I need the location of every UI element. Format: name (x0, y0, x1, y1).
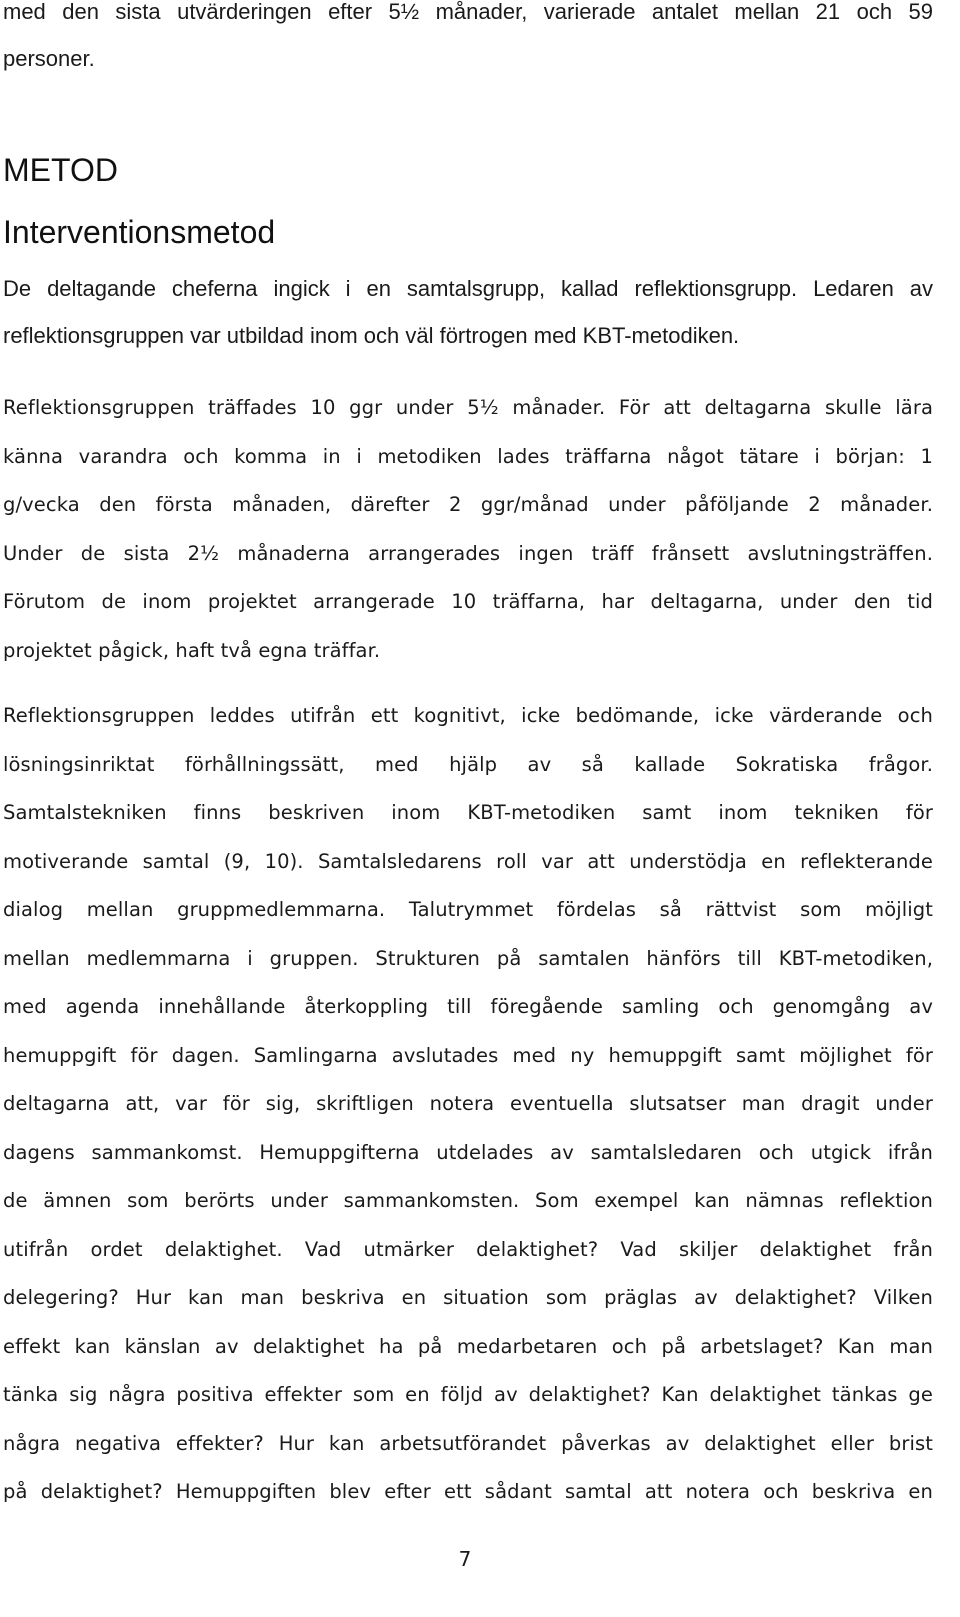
text-line: motiverande samtal (9, 10). Samtalsledarens roll var att understödja en reflekterande (3, 849, 933, 873)
text-line: tänka sig några positiva effekter som en följd av delaktighet? Kan delaktighet tänkas ge (3, 1383, 933, 1406)
page-number: 7 (458, 1547, 472, 1571)
text-line: några negativa effekter? Hur kan arbetsutförandet påverkas av delaktighet eller brist (3, 1431, 933, 1455)
text-line: effekt kan känslan av delaktighet ha på medarbetaren och på arbetslaget? Kan man (3, 1334, 933, 1358)
text-line: Samtalstekniken finns beskriven inom KBT-metodiken samt inom tekniken för (3, 801, 933, 824)
text-line: med agenda innehållande återkoppling till föregående samling och genomgång av (3, 995, 933, 1018)
section-heading: METOD (3, 152, 118, 188)
text-line: personer. (3, 46, 95, 71)
text-line: mellan medlemmarna i gruppen. Strukturen på samtalen hänförs till KBT-metodiken, (3, 946, 933, 970)
text-line: hemuppgift för dagen. Samlingarna avslutades med ny hemuppgift samt möjlighet för (3, 1043, 933, 1067)
paragraph-1 (3, 265, 933, 359)
text-line: dialog mellan gruppmedlemmarna. Talutrymmet fördelas så rättvist som möjligt (3, 898, 933, 921)
text-line: Förutom de inom projektet arrangerade 10 träffarna, har deltagarna, under den tid (3, 590, 933, 613)
paragraph-2 (3, 384, 933, 675)
text-line: med den sista utvärderingen efter 5½ månader, varierade antalet mellan 21 och 59 (3, 0, 933, 24)
intro-paragraph (3, 0, 933, 82)
subsection-heading: Interventionsmetod (3, 214, 276, 250)
text-line: deltagarna att, var för sig, skriftligen notera eventuella slutsatser man dragit under (3, 1092, 933, 1115)
text-line: delegering? Hur kan man beskriva en situation som präglas av delaktighet? Vilken (3, 1286, 933, 1309)
text-line: Under de sista 2½ månaderna arrangerades ingen träff frånsett avslutningsträffen. (3, 541, 933, 565)
text-line: Reflektionsgruppen träffades 10 ggr under 5½ månader. För att deltagarna skulle lära (3, 396, 933, 419)
paragraph-3 (3, 692, 933, 1517)
text-line: lösningsinriktat förhållningssätt, med hjälp av så kallade Sokratiska frågor. (3, 752, 933, 776)
text-line: projektet pågick, haft två egna träffar. (3, 638, 381, 662)
text-line: de ämnen som berörts under sammankomsten. Som exempel kan nämnas reflektion (3, 1189, 933, 1212)
text-line: känna varandra och komma in i metodiken lades träffarna något tätare i början: 1 (3, 444, 933, 468)
text-line: Reflektionsgruppen leddes utifrån ett kognitivt, icke bedömande, icke värderande och (3, 704, 933, 727)
text-line: reflektionsgruppen var utbildad inom och väl förtrogen med KBT-metodiken. (3, 323, 740, 348)
text-line: utifrån ordet delaktighet. Vad utmärker delaktighet? Vad skiljer delaktighet från (3, 1237, 933, 1261)
text-line: De deltagande cheferna ingick i en samtalsgrupp, kallad reflektionsgrupp. Ledaren av (3, 276, 933, 301)
text-line: dagens sammankomst. Hemuppgifterna utdelades av samtalsledaren och utgick ifrån (3, 1140, 933, 1164)
text-line: på delaktighet? Hemuppgiften blev efter ett sådant samtal att notera och beskriva en (3, 1480, 933, 1503)
text-line: g/vecka den första månaden, därefter 2 ggr/månad under påföljande 2 månader. (3, 493, 933, 516)
